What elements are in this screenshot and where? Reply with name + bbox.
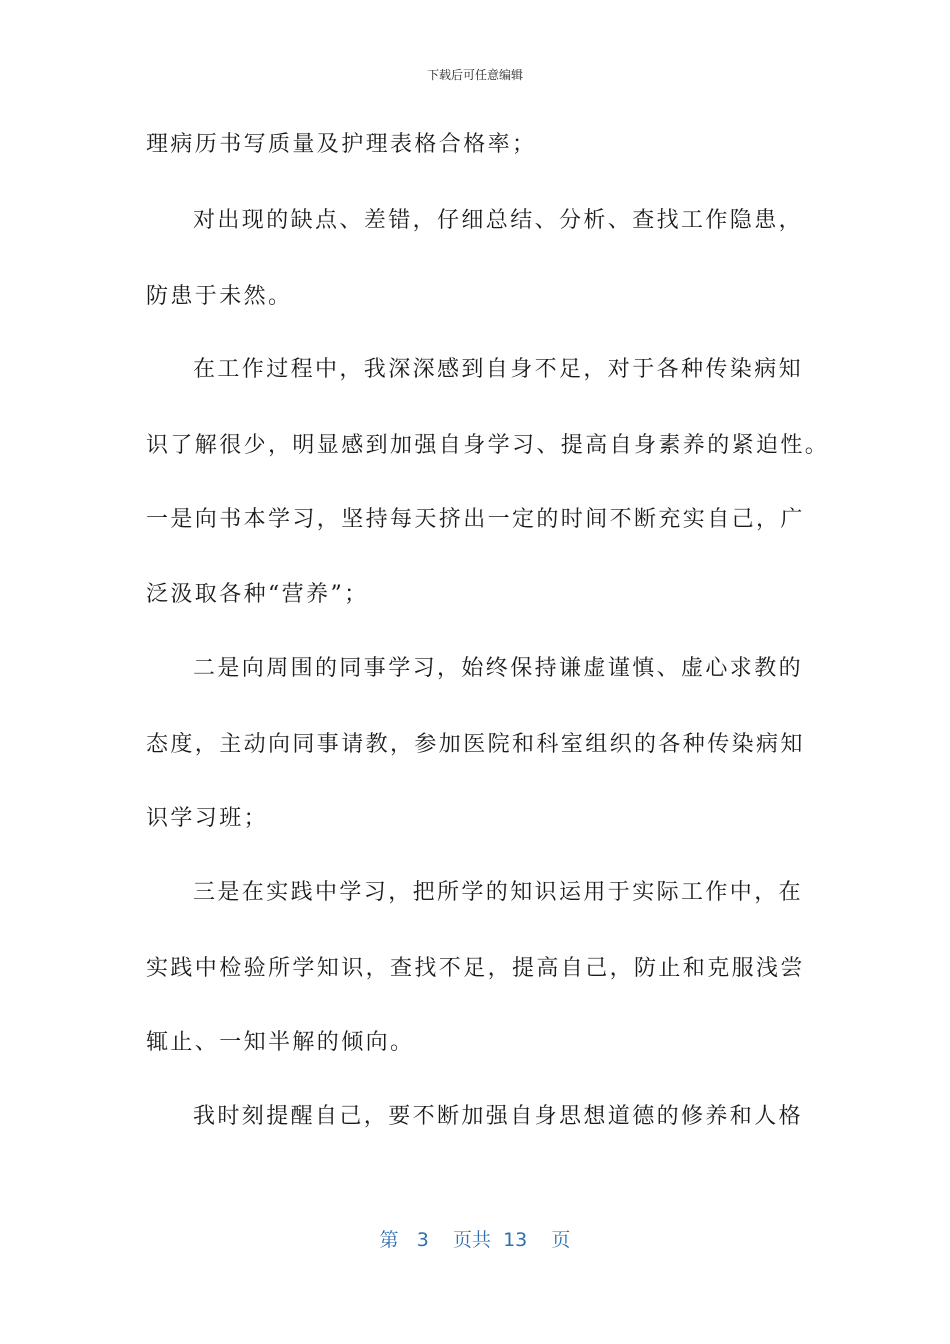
total-pages-number: 13 [503,1229,528,1251]
text-line: 辄止、一知半解的倾向。 [146,1030,415,1055]
text-line: 防患于未然。 [146,284,293,309]
paragraph-start-line: 三是在实践中学习，把所学的知识运用于实际工作中，在 [193,880,804,905]
paragraph-start-line: 我时刻提醒自己，要不断加强自身思想道德的修养和人格 [193,1104,804,1129]
footer-prefix: 第 [379,1229,399,1251]
text-line: 实践中检验所学知识，查找不足，提高自己，防止和克服浅尝 [146,956,805,981]
footer-middle: 页共 [452,1229,491,1251]
text-line: 识了解很少，明显感到加强自身学习、提高自身素养的紧迫性。 [146,433,830,458]
paragraph-start-line: 在工作过程中，我深深感到自身不足，对于各种传染病知 [193,357,804,382]
footer-suffix: 页 [551,1229,571,1251]
text-line: 态度，主动向同事请教，参加医院和科室组织的各种传染病知 [146,732,805,757]
page-header: 下载后可任意编辑 [426,68,523,82]
text-line: 理病历书写质量及护理表格合格率； [146,132,537,157]
text-line: 一是向书本学习，坚持每天挤出一定的时间不断充实自己，广 [146,507,805,532]
paragraph-start-line: 对出现的缺点、差错，仔细总结、分析、查找工作隐患， [193,208,804,233]
text-line: 泛汲取各种“营养”； [146,582,369,607]
paragraph-start-line: 二是向周围的同事学习，始终保持谦虚谨慎、虚心求教的 [193,656,804,681]
text-line: 识学习班； [146,806,269,831]
page-footer [0,1225,950,1252]
current-page-number: 3 [416,1229,429,1251]
